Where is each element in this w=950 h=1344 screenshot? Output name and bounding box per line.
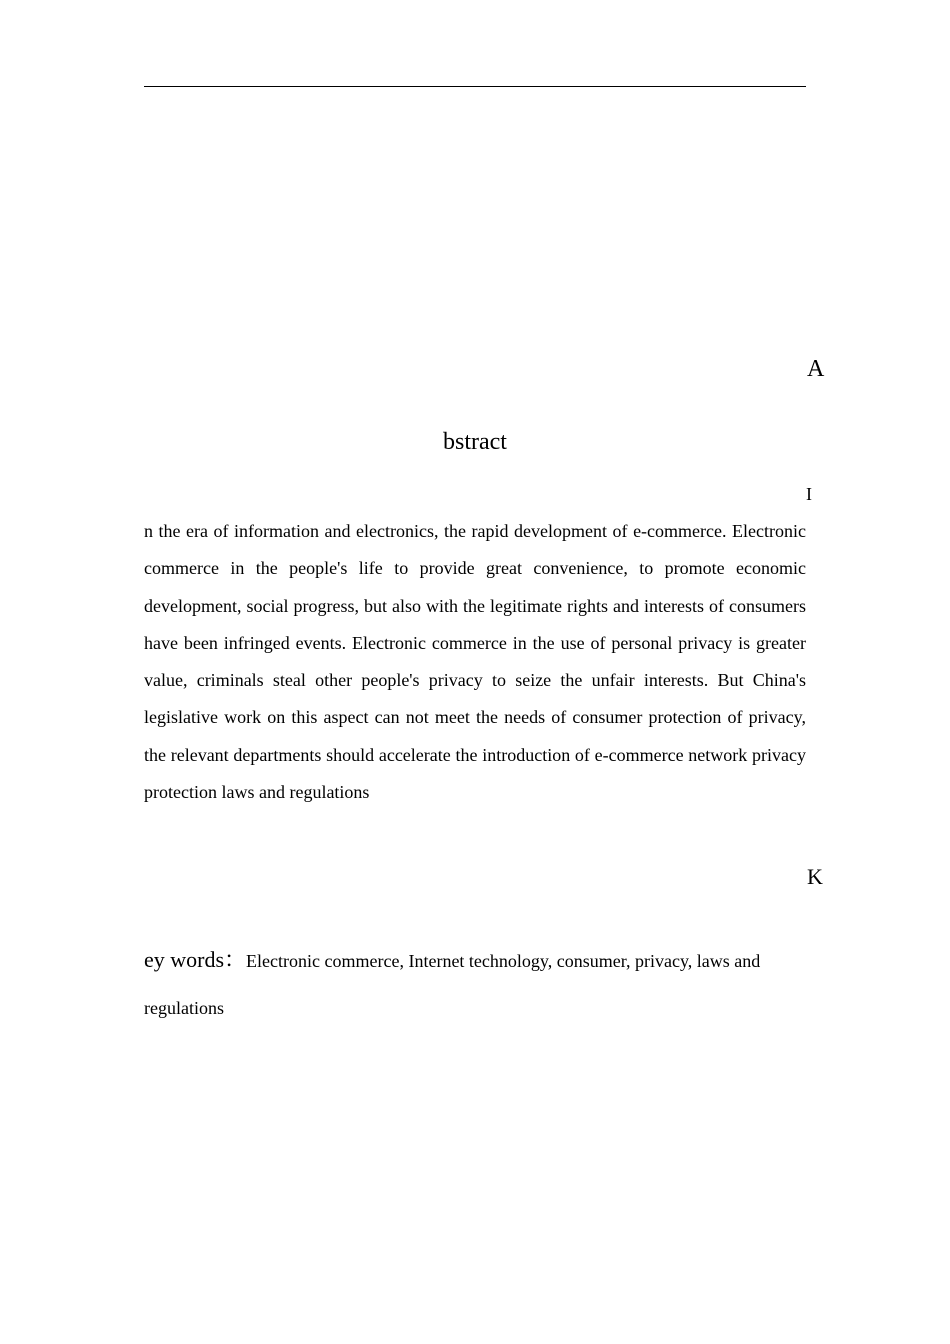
abstract-initial: I — [806, 484, 812, 504]
abstract-paragraph: n the era of information and electronics, the rapid development of e-commerce. Electronic commerce in the people's life to provide great convenience, to promote economic development, social progress, but also with the legitimate rights and interests of consumers have been infringed events. Electronic commerce in the use of personal privacy is greater value, criminals steal other people's privacy to seize the unfair interests. But China's legislative work on this aspect can not meet the needs of consumer protection of privacy, the relevant departments should accelerate the introduction of e-commerce network privacy protection laws and regulations — [144, 521, 806, 803]
keywords-paragraph — [144, 936, 806, 1032]
header-rule — [144, 86, 806, 87]
page-title: bstract — [443, 429, 507, 455]
keywords-label: ey words： — [144, 947, 247, 972]
keywords-initial: K — [807, 864, 823, 889]
keywords-list: Electronic commerce, Internet technology, consumer, privacy, laws and regulations — [144, 951, 761, 1018]
title-initial: A — [807, 356, 825, 382]
